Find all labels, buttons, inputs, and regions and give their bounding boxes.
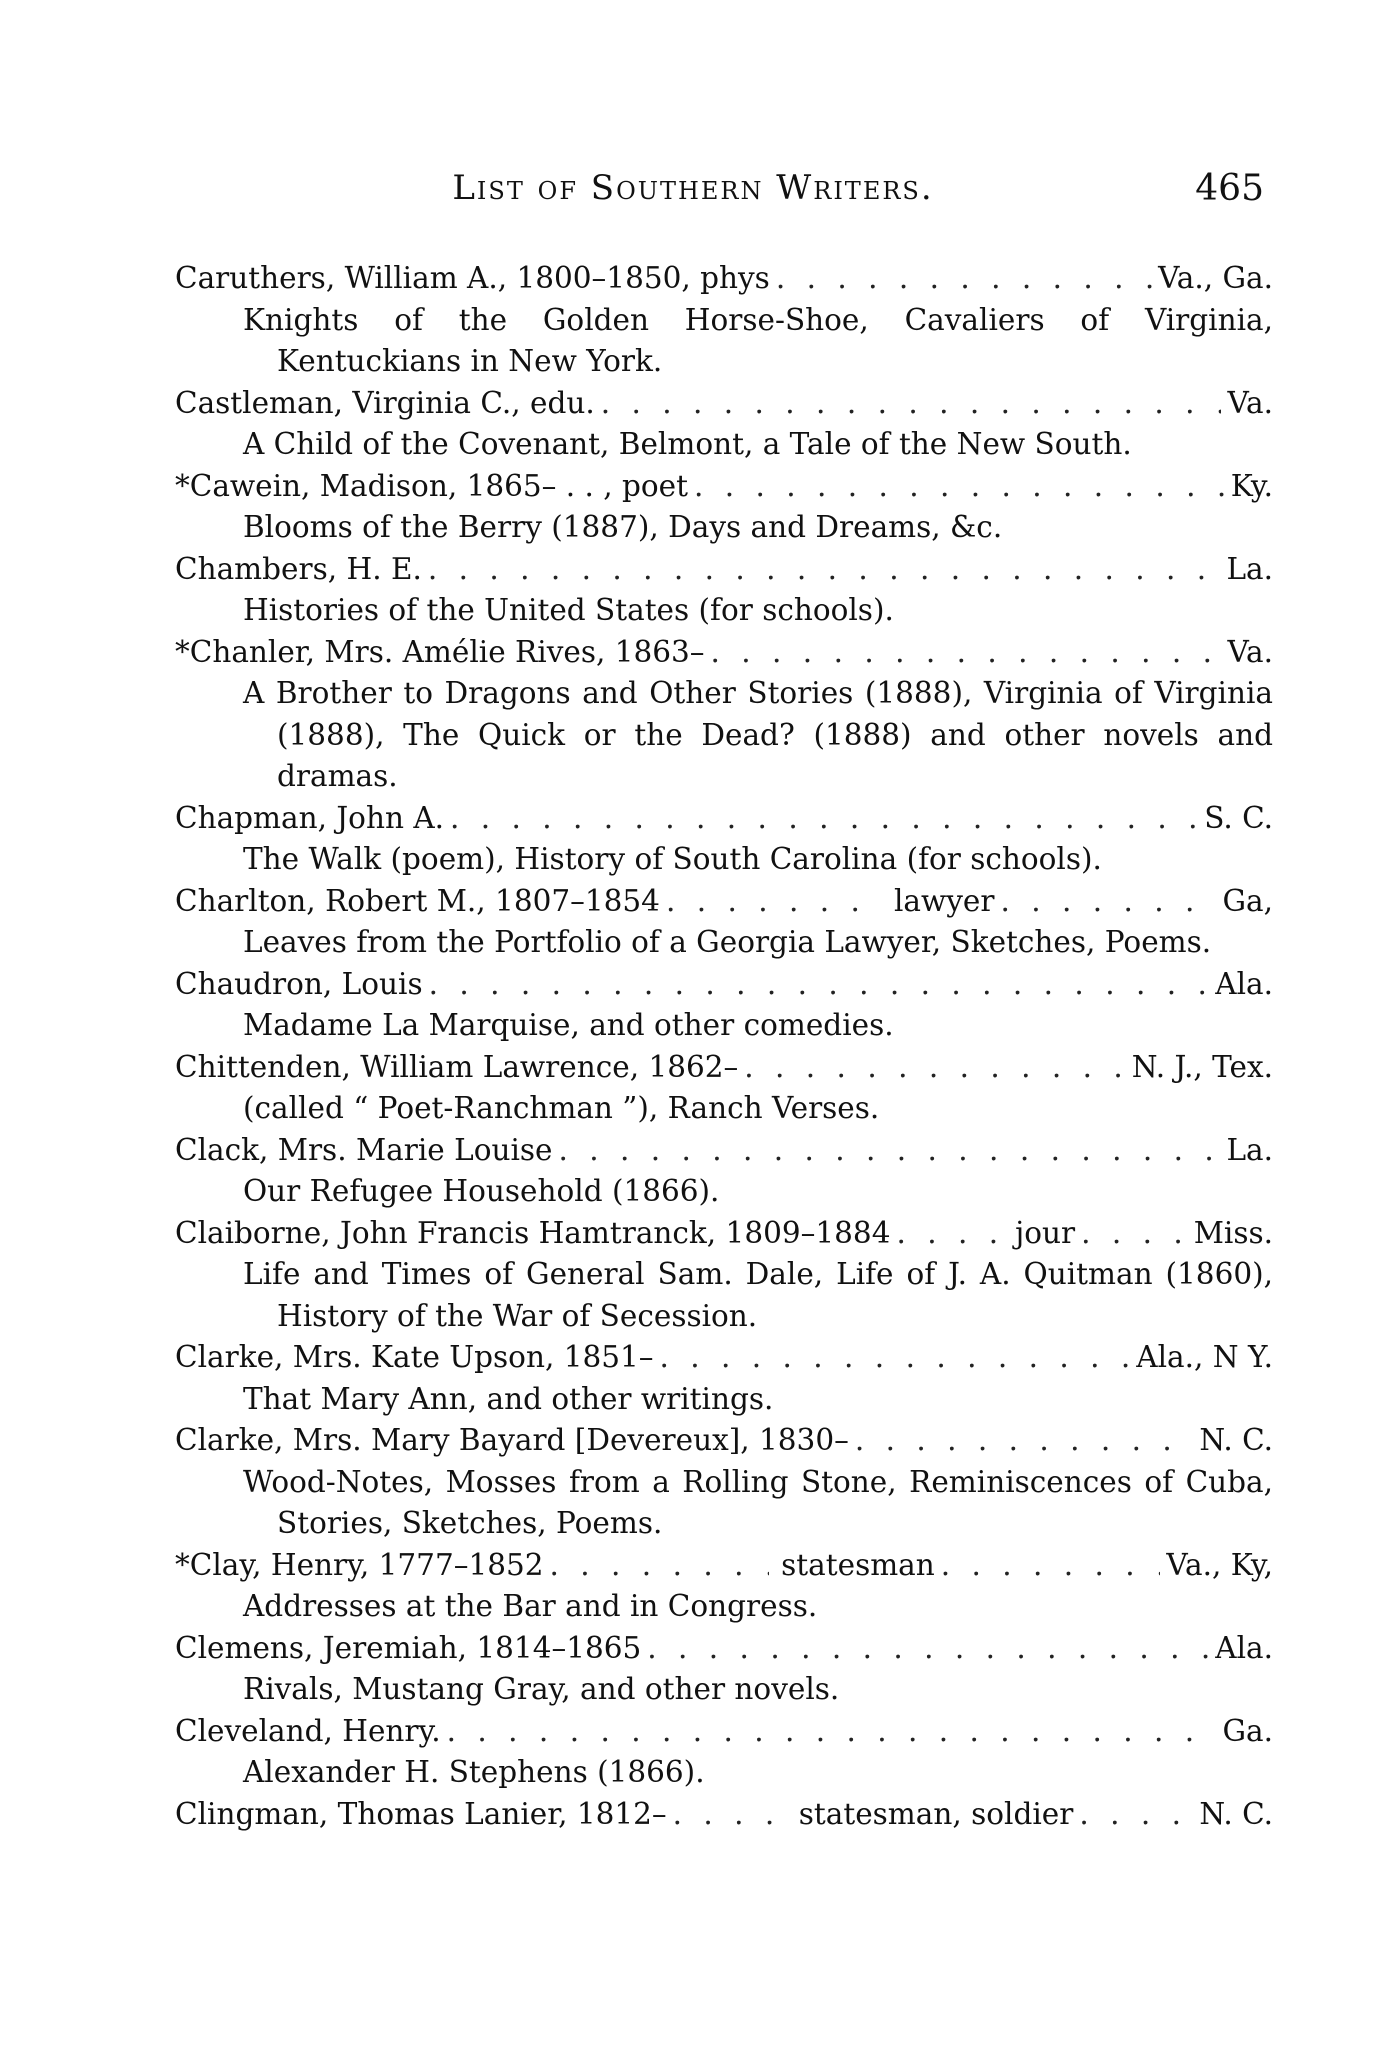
writer-location: N. C. [1199,1423,1273,1457]
writer-works: Rivals, Mustang Gray, and other novels. [243,1672,840,1706]
entry-heading [175,1047,1273,1089]
writer-name: Chittenden, William Lawrence, 1862– [175,1049,739,1084]
entry-heading [175,1130,1273,1172]
leader-dots [447,1711,1217,1753]
writer-entry [175,383,1273,466]
writer-location: Va. [1227,385,1273,420]
leader-dots [776,258,1152,300]
writer-name: Charlton, Robert M., 1807–1854 [175,883,660,918]
writer-entry [175,1213,1273,1338]
writer-location: La. [1226,1132,1273,1167]
running-title: List of Southern Writers. [452,168,934,208]
writer-works: A Brother to Dragons and Other Stories (1888), Virginia of Virginia (1888), The Quick or the Dead? (1888) and other novels and dramas. [243,676,1273,793]
writer-name: *Chanler, Mrs. Amélie Rives, 1863– [175,634,705,669]
writer-name: Chambers, H. E. [175,551,422,586]
leader-dots [896,1213,1003,1255]
entry-heading [175,1213,1273,1255]
writer-works: Histories of the United States (for schools). [243,593,894,627]
writer-works: That Mary Ann, and other writings. [243,1381,774,1416]
leader-dots [429,964,1210,1006]
writer-location: Ga. [1222,1713,1273,1748]
writer-works: (called “ Poet-Ranchman ”), Ranch Verses. [243,1091,880,1125]
writer-location: Ga, [1222,883,1273,918]
leader-dots [647,1628,1209,1670]
entry-heading [175,466,1273,508]
writer-location: Miss. [1193,1215,1273,1250]
writer-entry [175,1420,1273,1545]
leader-dots [694,466,1225,508]
writer-works: Leaves from the Portfolio of a Georgia Lawyer, Sketches, Poems. [243,925,1212,959]
writer-location: Ala. [1215,1630,1273,1665]
entry-heading [175,632,1273,674]
page-header [0,168,1386,218]
writer-location: Ala. [1215,966,1273,1001]
entry-heading [175,549,1273,591]
entry-heading [175,798,1273,840]
entry-heading [175,1794,1273,1836]
leader-dots [428,549,1221,591]
writer-name: Castleman, Virginia C., edu. [175,385,595,420]
writer-location: Va. [1227,634,1273,669]
writer-entry [175,258,1273,383]
writer-entry [175,798,1273,881]
writer-name: Clingman, Thomas Lanier, 1812– [175,1796,667,1831]
entry-heading [175,1628,1273,1670]
writer-location: Va., Ky, [1166,1547,1273,1582]
writer-entry [175,1628,1273,1711]
entry-heading [175,1337,1273,1379]
writer-name: Caruthers, William A., 1800–1850, phys [175,261,770,295]
leader-dots [660,1337,1131,1379]
leader-dots [673,1794,787,1836]
writer-works: Madame La Marquise, and other comedies. [243,1008,894,1042]
writer-works: A Child of the Covenant, Belmont, a Tale of the New South. [243,427,1132,461]
writer-entry [175,549,1273,632]
writer-entry [175,1794,1273,1836]
leader-dots [941,1545,1161,1587]
writer-occupation: lawyer [893,883,995,918]
writer-entry [175,1545,1273,1628]
leader-dots [855,1420,1194,1462]
leader-dots [1081,1213,1188,1255]
writer-entry [175,1047,1273,1130]
writer-works: The Walk (poem), History of South Carolina (for schools). [243,842,1102,876]
writer-occupation: statesman [781,1547,935,1582]
writer-works: Blooms of the Berry (1887), Days and Dreams, &c. [243,510,1003,544]
leader-dots [1000,881,1216,923]
writer-name: Clarke, Mrs. Mary Bayard [Devereux], 1830– [175,1423,849,1457]
leader-dots [744,1047,1125,1089]
writer-name: Chapman, John A. [175,800,445,835]
writer-entry [175,1130,1273,1213]
writer-name: Chaudron, Louis [175,966,423,1001]
writer-name: Cleveland, Henry. [175,1713,441,1748]
writer-name: Clarke, Mrs. Kate Upson, 1851– [175,1340,654,1374]
page-number: 465 [1195,168,1264,209]
leader-dots [1079,1794,1193,1836]
writer-location: S. C. [1204,800,1273,835]
writer-works: Wood-Notes, Mosses from a Rolling Stone, Reminiscences of Cuba, Stories, Sketches, Poems. [243,1464,1273,1540]
writer-entry [175,1711,1273,1794]
writer-name: *Clay, Henry, 1777–1852 [175,1547,544,1582]
writer-works: Life and Times of General Sam. Dale, Life of J. A. Quitman (1860), History of the War of Secession. [243,1257,1273,1333]
writer-location: Ala., N Y. [1136,1340,1273,1374]
entry-heading [175,258,1273,300]
entry-heading [175,881,1273,923]
writer-name: Claiborne, John Francis Hamtranck, 1809–1884 [175,1215,891,1250]
writer-location: La. [1226,551,1273,586]
writer-works: Alexander H. Stephens (1866). [243,1755,705,1789]
writer-name: Clack, Mrs. Marie Louise [175,1132,553,1167]
writer-occupation: jour [1015,1215,1076,1250]
writer-occupation: statesman, soldier [798,1796,1074,1831]
writer-location: Ky. [1230,468,1273,503]
entry-heading [175,964,1273,1006]
leader-dots [559,1130,1221,1172]
writer-works: Knights of the Golden Horse-Shoe, Cavaliers of Virginia, Kentuckians in New York. [243,302,1273,378]
writer-name: Clemens, Jeremiah, 1814–1865 [175,1630,642,1665]
entry-heading [175,1545,1273,1587]
leader-dots [601,383,1222,425]
writer-entry [175,881,1273,964]
writer-entry [175,632,1273,798]
writer-list [175,258,1273,1835]
leader-dots [550,1545,770,1587]
leader-dots [711,632,1222,674]
writer-works: Our Refugee Household (1866). [243,1174,720,1208]
writer-location: N. J., Tex. [1131,1049,1273,1084]
writer-name: *Cawein, Madison, 1865– . . , poet [175,468,688,503]
writer-entry [175,964,1273,1047]
writer-location: Va., Ga. [1158,261,1273,295]
writer-entry [175,1337,1273,1420]
entry-heading [175,1711,1273,1753]
leader-dots [450,798,1198,840]
leader-dots [666,881,882,923]
entry-heading [175,1420,1273,1462]
entry-heading [175,383,1273,425]
writer-works: Addresses at the Bar and in Congress. [243,1589,818,1623]
writer-location: N. C. [1199,1796,1273,1831]
writer-entry [175,466,1273,549]
